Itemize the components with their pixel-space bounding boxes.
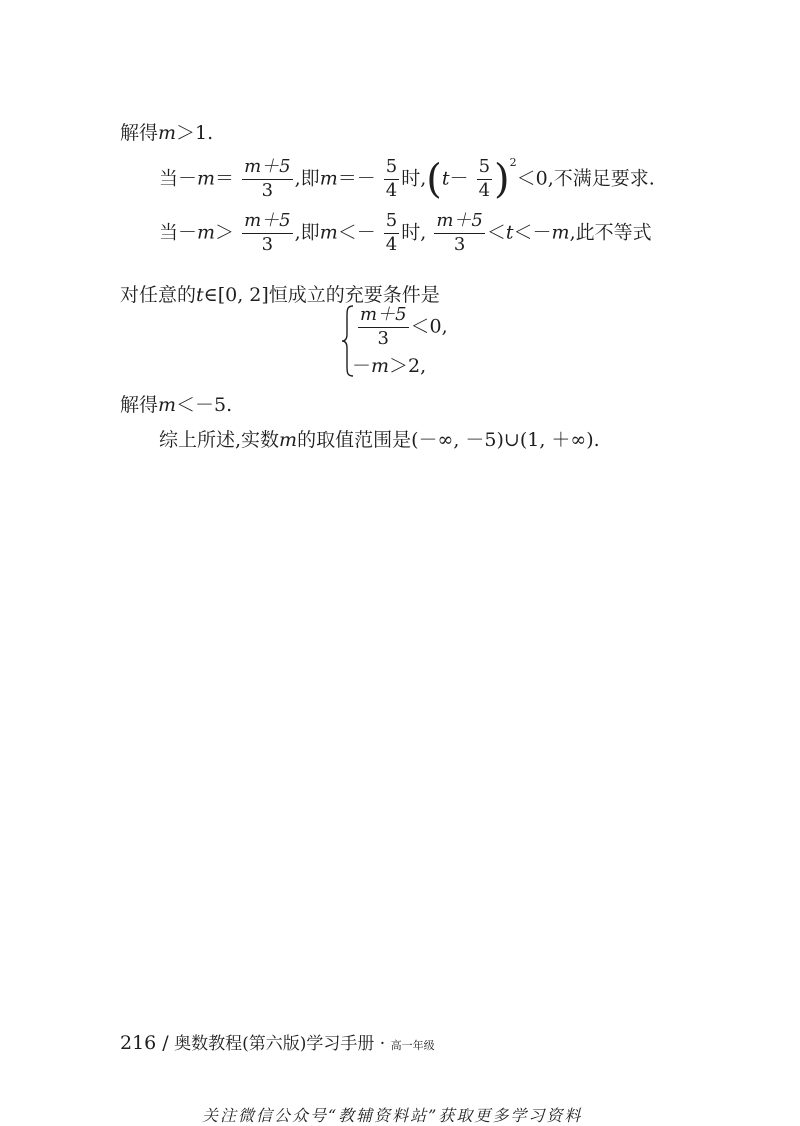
denominator: 3: [261, 179, 274, 201]
numerator: m＋5: [242, 212, 293, 234]
var-m: m: [158, 122, 177, 144]
text: 当－: [159, 167, 198, 190]
book-title: 奥数教程(第六版)学习手册 ·: [174, 1034, 386, 1054]
var-t: t: [441, 167, 450, 190]
var-m: m: [319, 221, 338, 244]
text: 当－: [159, 221, 198, 244]
text: ＜: [486, 221, 506, 244]
text: 解得: [120, 394, 159, 416]
text: ＜－5.: [176, 394, 233, 416]
var-m: m: [371, 355, 390, 377]
system-line-2: [352, 357, 426, 376]
text: ,即: [294, 221, 320, 244]
numerator: m＋5: [358, 306, 409, 328]
numerator: 5: [384, 212, 399, 234]
var-m: m: [197, 167, 216, 190]
fraction: [477, 158, 492, 201]
denominator: 3: [453, 233, 466, 255]
numerator: m＋5: [434, 212, 485, 234]
solution-line-3: [159, 212, 652, 255]
fraction: [434, 212, 485, 255]
grade-label: 高一年级: [390, 1039, 435, 1052]
denominator: 4: [385, 233, 398, 255]
var-t: t: [505, 221, 514, 244]
text: －: [449, 167, 469, 190]
text: ＞2,: [389, 355, 427, 377]
text: 综上所述,实数: [159, 429, 280, 451]
denominator: 4: [478, 179, 491, 201]
var-m: m: [279, 429, 298, 451]
solution-line-5: [120, 396, 232, 415]
var-m: m: [319, 167, 338, 190]
fraction: [242, 212, 293, 255]
text: ＜0,: [410, 315, 448, 338]
text: ＜0,不满足要求.: [516, 167, 655, 190]
text: ,即: [294, 167, 320, 190]
numerator: 5: [477, 158, 492, 180]
text: ＞: [215, 221, 235, 244]
solution-line-2: [159, 158, 655, 201]
var-m: m: [158, 394, 177, 416]
denominator: 3: [261, 233, 274, 255]
solution-line-6: [159, 431, 600, 450]
var-m: m: [197, 221, 216, 244]
text: 对任意的: [120, 284, 197, 306]
text: 时,: [401, 167, 427, 190]
text: 的取值范围是(－∞, －5)∪(1, ＋∞).: [297, 429, 600, 451]
var-t: t: [196, 284, 204, 306]
denominator: 3: [377, 327, 389, 349]
solution-line-1: [120, 124, 213, 143]
page-number: 216 /: [120, 1032, 169, 1054]
right-paren: ): [494, 156, 510, 203]
var-m: m: [551, 221, 570, 244]
system-line-1: [356, 306, 448, 349]
text: 解得: [120, 122, 159, 144]
text: ＝－: [337, 167, 376, 190]
text: ＜－: [337, 221, 376, 244]
left-paren: (: [426, 156, 442, 203]
solution-line-4: [120, 286, 440, 305]
text: ＝: [215, 167, 235, 190]
fraction: [384, 212, 399, 255]
denominator: 4: [385, 179, 398, 201]
text: ＞1.: [176, 122, 214, 144]
text: ＜－: [513, 221, 552, 244]
text: －: [352, 355, 372, 377]
fraction: [384, 158, 399, 201]
text: ∈[0, 2]恒成立的充要条件是: [203, 284, 440, 306]
exponent: 2: [509, 156, 517, 170]
numerator: m＋5: [242, 158, 293, 180]
page-footer: [120, 1029, 435, 1054]
promo-banner: 关注微信公众号“教辅资料站”获取更多学习资料: [202, 1106, 583, 1125]
text: 时,: [401, 221, 427, 244]
fraction: [242, 158, 293, 201]
text: ,此不等式: [569, 221, 652, 244]
fraction: [358, 306, 409, 349]
numerator: 5: [384, 158, 399, 180]
